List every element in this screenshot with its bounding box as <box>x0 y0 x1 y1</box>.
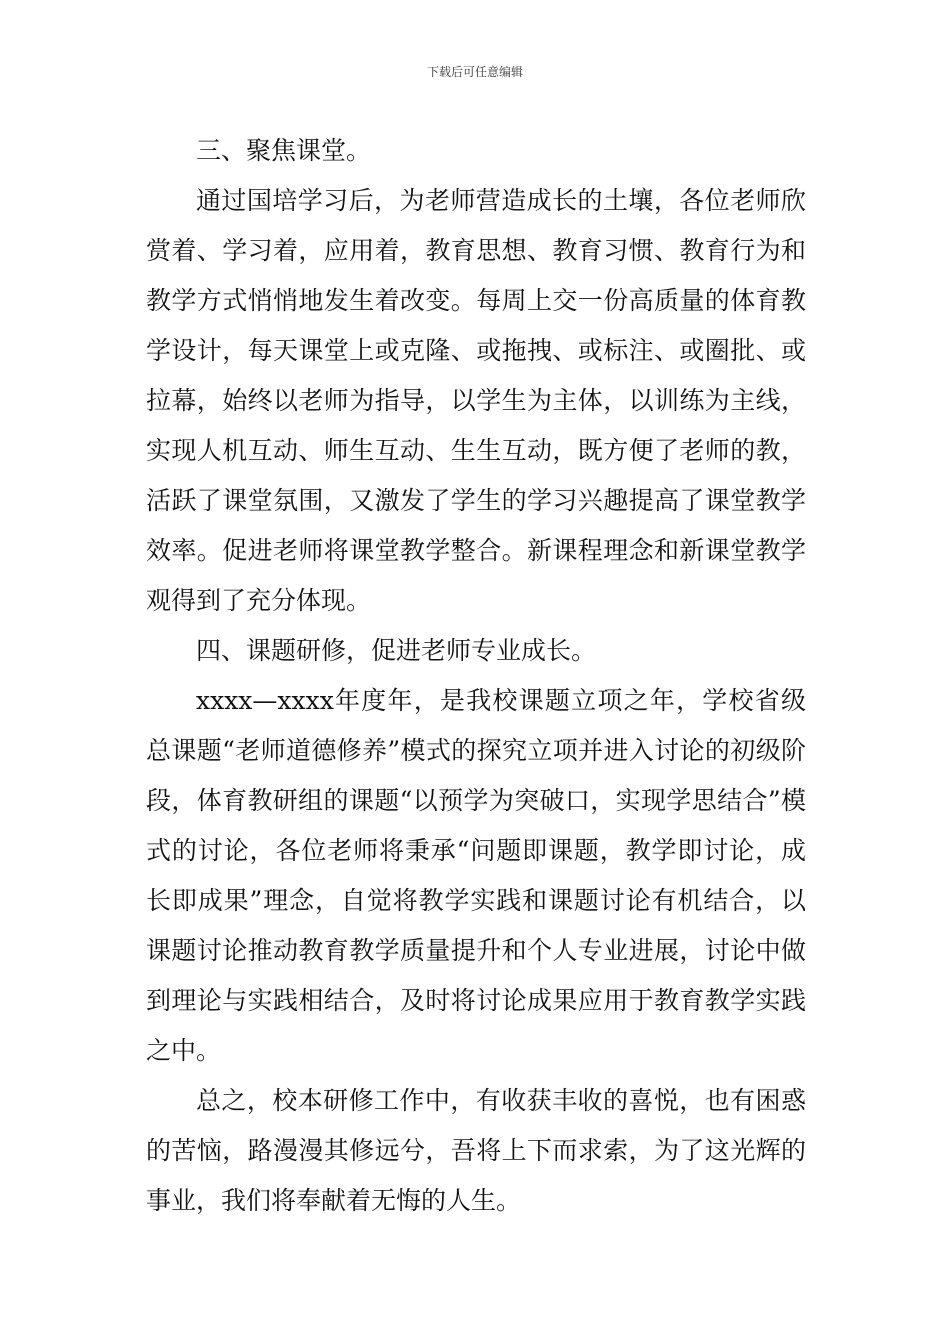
document-body <box>146 126 806 1226</box>
paragraph-conclusion: 总之，校本研修工作中，有收获丰收的喜悦，也有困惑的苦恼，路漫漫其修远兮，吾将上下而求索，为了这光辉的事业，我们将奉献着无悔的人生。 <box>146 1086 806 1215</box>
section-heading-3: 三、聚焦课堂。 <box>196 136 372 165</box>
paragraph-research: xxxx—xxxx年度年，是我校课题立项之年，学校省级总课题“老师道德修养”模式的探究立项并进入讨论的初级阶段，体育教研组的课题“以预学为突破口，实现学思结合”模式的讨论，各位老师将秉承“问题即课题，教学即讨论，成长即成果”理念，自觉将教学实践和课题讨论有机结合，以课题讨论推动教育教学质量提升和个人专业进展，讨论中做到理论与实践相结合，及时将讨论成果应用于教育教学实践之中。 <box>146 686 806 1065</box>
section-heading-4: 四、课题研修，促进老师专业成长。 <box>196 636 597 665</box>
page-header-note: 下载后可任意编辑 <box>426 65 523 79</box>
paragraph-classroom: 通过国培学习后，为老师营造成长的土壤，各位老师欣赏着、学习着，应用着，教育思想、教育习惯、教育行为和教学方式悄悄地发生着改变。每周上交一份高质量的体育教学设计，每天课堂上或克隆、或拖拽、或标注、或圈批、或拉幕，始终以老师为指导，以学生为主体，以训练为主线，实现人机互动、师生互动、生生互动，既方便了老师的教，活跃了课堂氛围，又激发了学生的学习兴趣提高了课堂教学效率。促进老师将课堂教学整合。新课程理念和新课堂教学观得到了充分体现。 <box>146 186 806 615</box>
